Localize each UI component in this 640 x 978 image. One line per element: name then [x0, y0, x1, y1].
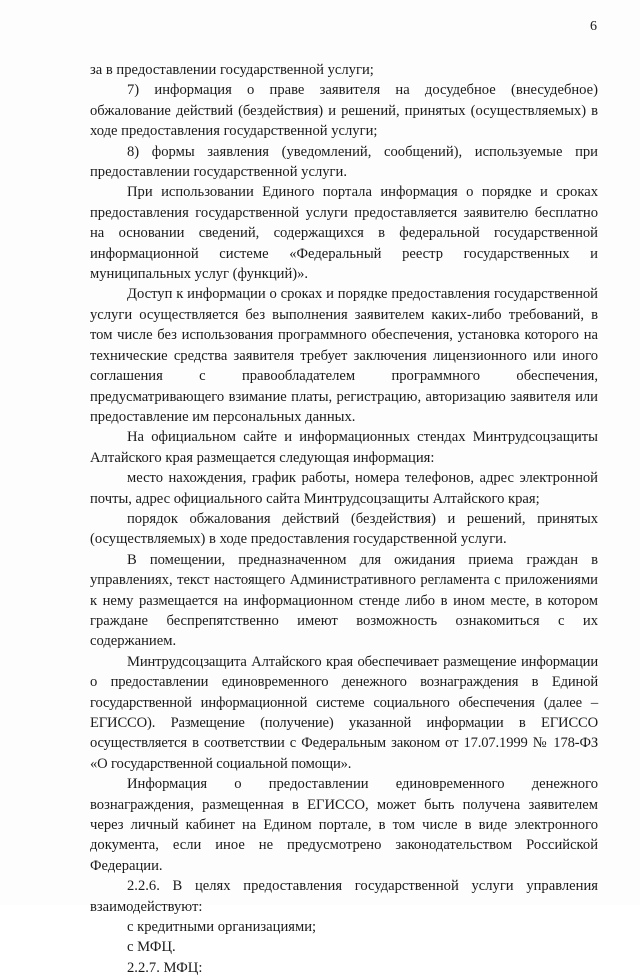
paragraph-waiting-room: В помещении, предназначенном для ожидания приема граждан в управлениях, текст настоящего Административного регламента с приложениями к нему размещается на информационном стенде либо в ином месте, в котором граждане беспрепятственно имеют возможность ознакомиться с их содержанием. — [90, 551, 598, 650]
paragraph-egisso: Минтрудсоцзащита Алтайского края обеспечивает размещение информации о предоставлении единовременного денежного вознаграждения в Единой государственной информационной системе социального обеспечения (далее – ЕГИССО). Размещение (получение) указанной информации в ЕГИССО осуществляется в соответствии с Федеральным законом от 17.07.1999 № 178-ФЗ «О государственной социальной помощи». — [90, 653, 598, 772]
paragraph-section-2-2-7: 2.2.7. МФЦ: — [127, 959, 203, 976]
paragraph-section-2-2-6: 2.2.6. В целях предоставления государственной услуги управления взаимодействуют: — [90, 878, 598, 915]
paragraph-egisso-info: Информация о предоставлении единовременного денежного вознаграждения, размещенная в ЕГИССО, может быть получена заявителем через личный кабинет на Едином портале, в том числе в виде электронного документа, если иное не предусмотрено законодательством Российской Федерации. — [90, 776, 598, 874]
paragraph-appeal-procedure: порядок обжалования действий (бездействия) и решений, принятых (осуществляемых) в ходе предоставления государственной услуги. — [90, 510, 598, 548]
paragraph-official-site: На официальном сайте и информационных стендах Минтрудсоцзащиты Алтайского края размещается следующая информация: — [90, 429, 598, 466]
paragraph-credit-orgs: с кредитными организациями; — [127, 919, 317, 936]
paragraph-unified-portal: При использовании Единого портала информация о порядке и сроках предоставления государственной услуги предоставляется заявителю бесплатно на основании сведений, содержащихся в федеральной государственной информационной системе «Федеральный реестр государственных и муниципальных услуг (функций)». — [90, 184, 598, 283]
paragraph-access-info: Доступ к информации о сроках и порядке предоставления государственной услуги осуществляется без выполнения заявителем каких-либо требований, в том числе без использования программного обеспечения, установка которого на технические средства заявителя требует заключения лицензионного или иного соглашения с правообладателем программного обеспечения, предусматривающего взимание платы, регистрацию, авторизацию заявителя или предоставление им персональных данных. — [90, 286, 598, 425]
paragraph-continuation: за в предоставлении государственной услуги; — [90, 62, 374, 78]
paragraph-item-7: 7) информация о праве заявителя на досудебное (внесудебное) обжалование действий (бездействия) и решений, принятых (осуществляемых) в ходе предоставления государственной услуги; — [90, 82, 598, 140]
paragraph-mfc: с МФЦ. — [127, 939, 176, 956]
paragraph-item-8: 8) формы заявления (уведомлений, сообщений), используемые при предоставлении государственной услуги. — [90, 143, 598, 181]
page-number: 6 — [590, 19, 597, 34]
document-body — [90, 60, 598, 978]
paragraph-location-info: место нахождения, график работы, номера телефонов, адрес электронной почты, адрес официального сайта Минтрудсоцзащиты Алтайского края; — [90, 470, 598, 507]
